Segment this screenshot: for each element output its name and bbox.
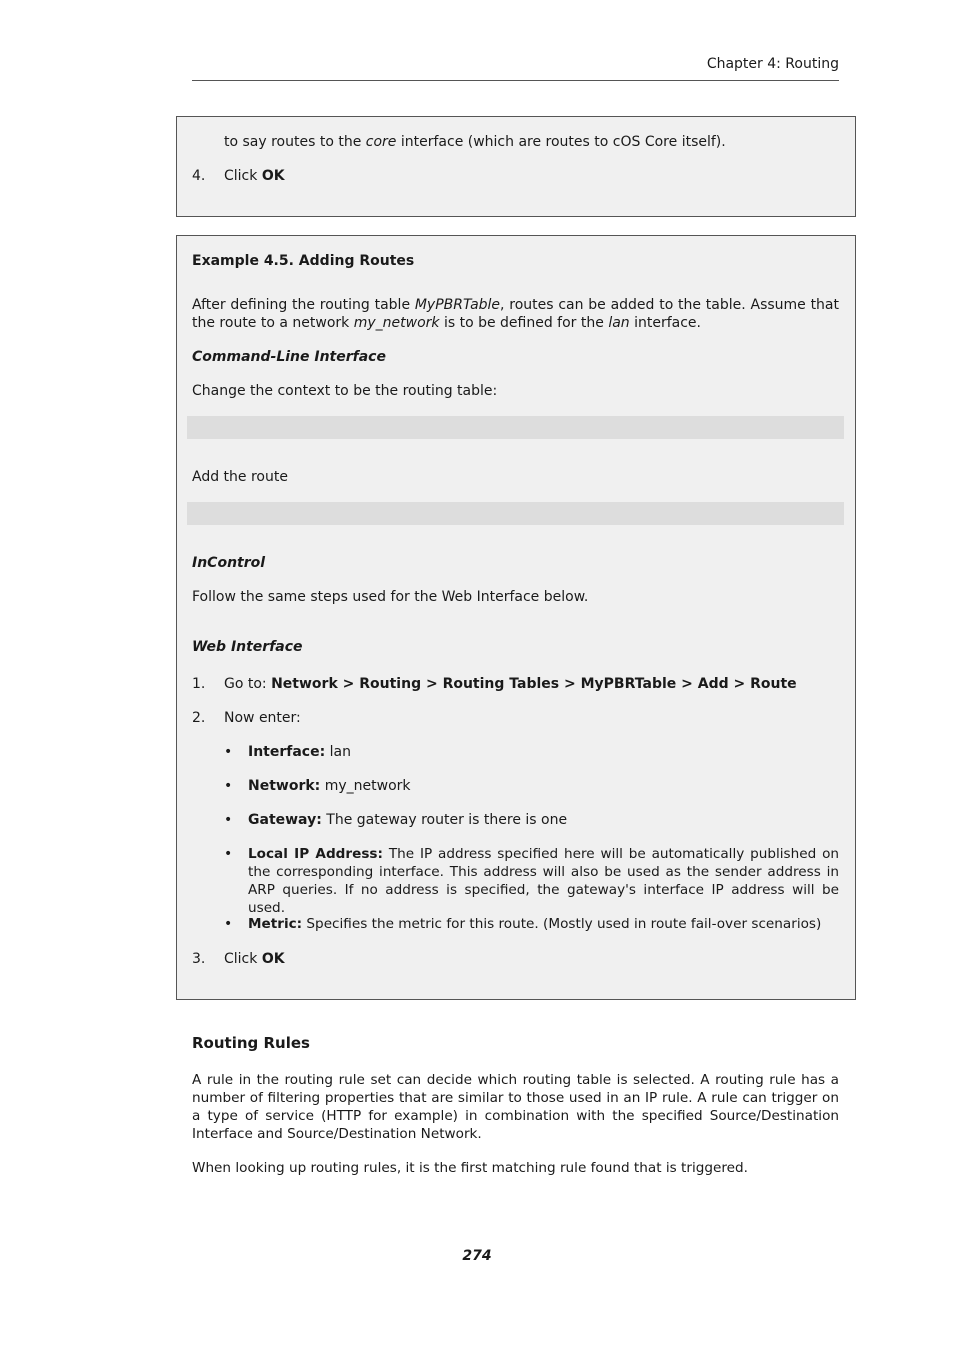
bullet-marker: • (224, 916, 233, 932)
bullet-local-ip (248, 845, 839, 917)
cli-add-route-text: Add the route (192, 469, 288, 485)
bullet-marker: • (224, 812, 233, 828)
page-header (192, 54, 839, 81)
bullet-text: The IP address specified here will be automatically published on the corresponding interface. This address will also be used as the sender address in ARP queries. If no address is specified, the gateway's interface IP address will be used. (248, 846, 840, 916)
intro-text-1: After defining the routing table (192, 297, 415, 313)
bullet-label: Local IP Address: (248, 846, 383, 862)
bullet-marker: • (224, 744, 233, 760)
bullet-label: Interface: (248, 744, 326, 760)
bullet-interface (248, 743, 839, 761)
incontrol-heading: InControl (192, 555, 266, 571)
step-3-text: Click (224, 951, 262, 967)
step-2-text: Now enter: (224, 710, 301, 726)
example-title: Example 4.5. Adding Routes (192, 253, 415, 269)
step-4-text: Click (224, 168, 262, 184)
intro-network-name: my_network (353, 315, 440, 331)
continued-line-text: to say routes to the (224, 134, 366, 150)
bullet-network (248, 777, 839, 795)
bullet-gateway (248, 811, 839, 829)
step-4-number: 4. (192, 168, 206, 184)
bullet-marker: • (224, 846, 233, 862)
web-interface-heading: Web Interface (192, 639, 303, 655)
bullet-text: The gateway router is there is one (321, 812, 568, 828)
bullet-label: Gateway: (248, 812, 322, 828)
cli-context-text: Change the context to be the routing table: (192, 383, 498, 399)
bullet-marker: • (224, 778, 233, 794)
step-1-menu-path: Network > Routing > Routing Tables > MyPBRTable > Add > Route (271, 676, 797, 692)
step-3-number: 3. (192, 951, 206, 967)
bullet-text: lan (325, 744, 351, 760)
bullet-label: Metric: (248, 916, 303, 932)
incontrol-text: Follow the same steps used for the Web Interface below. (192, 589, 589, 605)
intro-interface-name: lan (608, 315, 630, 331)
step-3-ok: OK (261, 951, 285, 967)
continued-line-text-end: interface (which are routes to cOS Core itself). (396, 134, 726, 150)
cli-heading: Command-Line Interface (192, 349, 386, 365)
step-4-ok: OK (261, 168, 285, 184)
section-heading: Routing Rules (192, 1034, 310, 1052)
example-intro (192, 296, 839, 332)
continued-line-emphasis: core (365, 134, 397, 150)
code-block-context (187, 416, 844, 439)
bullet-text: Specifies the metric for this route. (Mostly used in route fail-over scenarios) (302, 916, 822, 932)
bullet-metric (248, 915, 839, 933)
step-2-number: 2. (192, 710, 206, 726)
intro-table-name: MyPBRTable (414, 297, 501, 313)
intro-text-4: interface. (629, 315, 701, 331)
bullet-text: my_network (320, 778, 411, 794)
bullet-label: Network: (248, 778, 321, 794)
intro-text-3: is to be defined for the (439, 315, 609, 331)
chapter-title: Chapter 4: Routing (706, 56, 839, 72)
section-paragraph-1: A rule in the routing rule set can decide which routing table is selected. A routing rule has a number of filtering properties that are similar to those used in an IP rule. A rule can trigger on a type of service (HTTP for example) in combination with the specified Source/Destination Interface and Source/Destination Network. (192, 1072, 839, 1142)
intro-text-2: , routes can be added to the table. Assume that the route to a network (192, 297, 839, 331)
section-paragraph-2: When looking up routing rules, it is the first matching rule found that is triggered. (192, 1160, 748, 1176)
step-4 (224, 167, 285, 185)
code-block-add-route (187, 502, 844, 525)
step-3 (224, 950, 285, 968)
step-1-number: 1. (192, 676, 206, 692)
step-1 (224, 675, 797, 693)
step-1-text: Go to: (224, 676, 272, 692)
continued-line (224, 133, 726, 151)
page-number: 274 (462, 1248, 492, 1264)
